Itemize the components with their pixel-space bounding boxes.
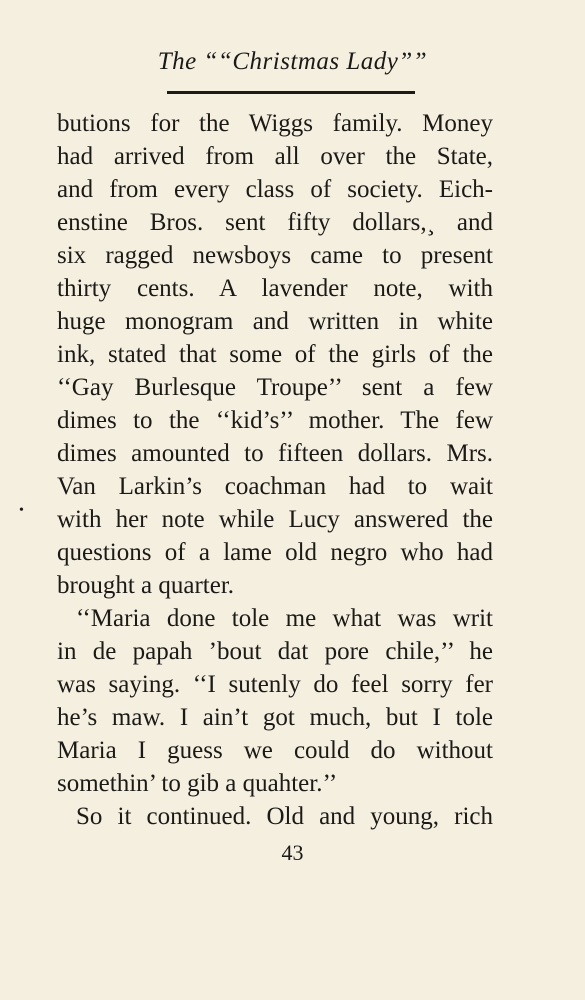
- text-line: enstine Bros. sent fifty dollars,¸ and: [57, 209, 493, 236]
- text-line: brought a quarter.: [57, 572, 235, 599]
- body-text: [57, 107, 493, 833]
- text-line: ink, stated that some of the girls of the: [57, 341, 493, 368]
- margin-mark: •: [19, 503, 24, 518]
- text-line: had arrived from all over the State,: [57, 143, 493, 170]
- running-head: The ““Christmas Lady””: [157, 48, 428, 75]
- text-line: ‘‘Maria done tole me what was writ: [76, 605, 493, 632]
- text-line: he’s maw. I ain’t got much, but I tole: [57, 704, 493, 731]
- head-rule: [167, 91, 415, 94]
- text-line: huge monogram and written in white: [57, 308, 493, 335]
- text-line: was saying. ‘‘I sutenly do feel sorry fer: [57, 671, 493, 698]
- text-line: dimes amounted to fifteen dollars. Mrs.: [57, 440, 493, 467]
- text-line: Maria I guess we could do without: [57, 737, 493, 764]
- page-number: 43: [281, 840, 304, 865]
- text-line: So it continued. Old and young, rich: [76, 803, 493, 830]
- text-line: Van Larkin’s coachman had to wait: [57, 473, 493, 500]
- text-line: dimes to the ‘‘kid’s’’ mother. The few: [57, 407, 493, 434]
- text-line: questions of a lame old negro who had: [57, 539, 493, 566]
- text-line: somethin’ to gib a quahter.’’: [57, 770, 338, 797]
- text-line: butions for the Wiggs family. Money: [57, 110, 493, 137]
- text-line: with her note while Lucy answered the: [57, 506, 493, 533]
- text-line: six ragged newsboys came to present: [57, 242, 493, 269]
- text-line: thirty cents. A lavender note, with: [57, 275, 493, 302]
- text-line: in de papah ’bout dat pore chile,’’ he: [57, 638, 493, 665]
- text-line: and from every class of society. Eich-: [57, 176, 493, 203]
- text-line: ‘‘Gay Burlesque Troupe’’ sent a few: [57, 374, 493, 401]
